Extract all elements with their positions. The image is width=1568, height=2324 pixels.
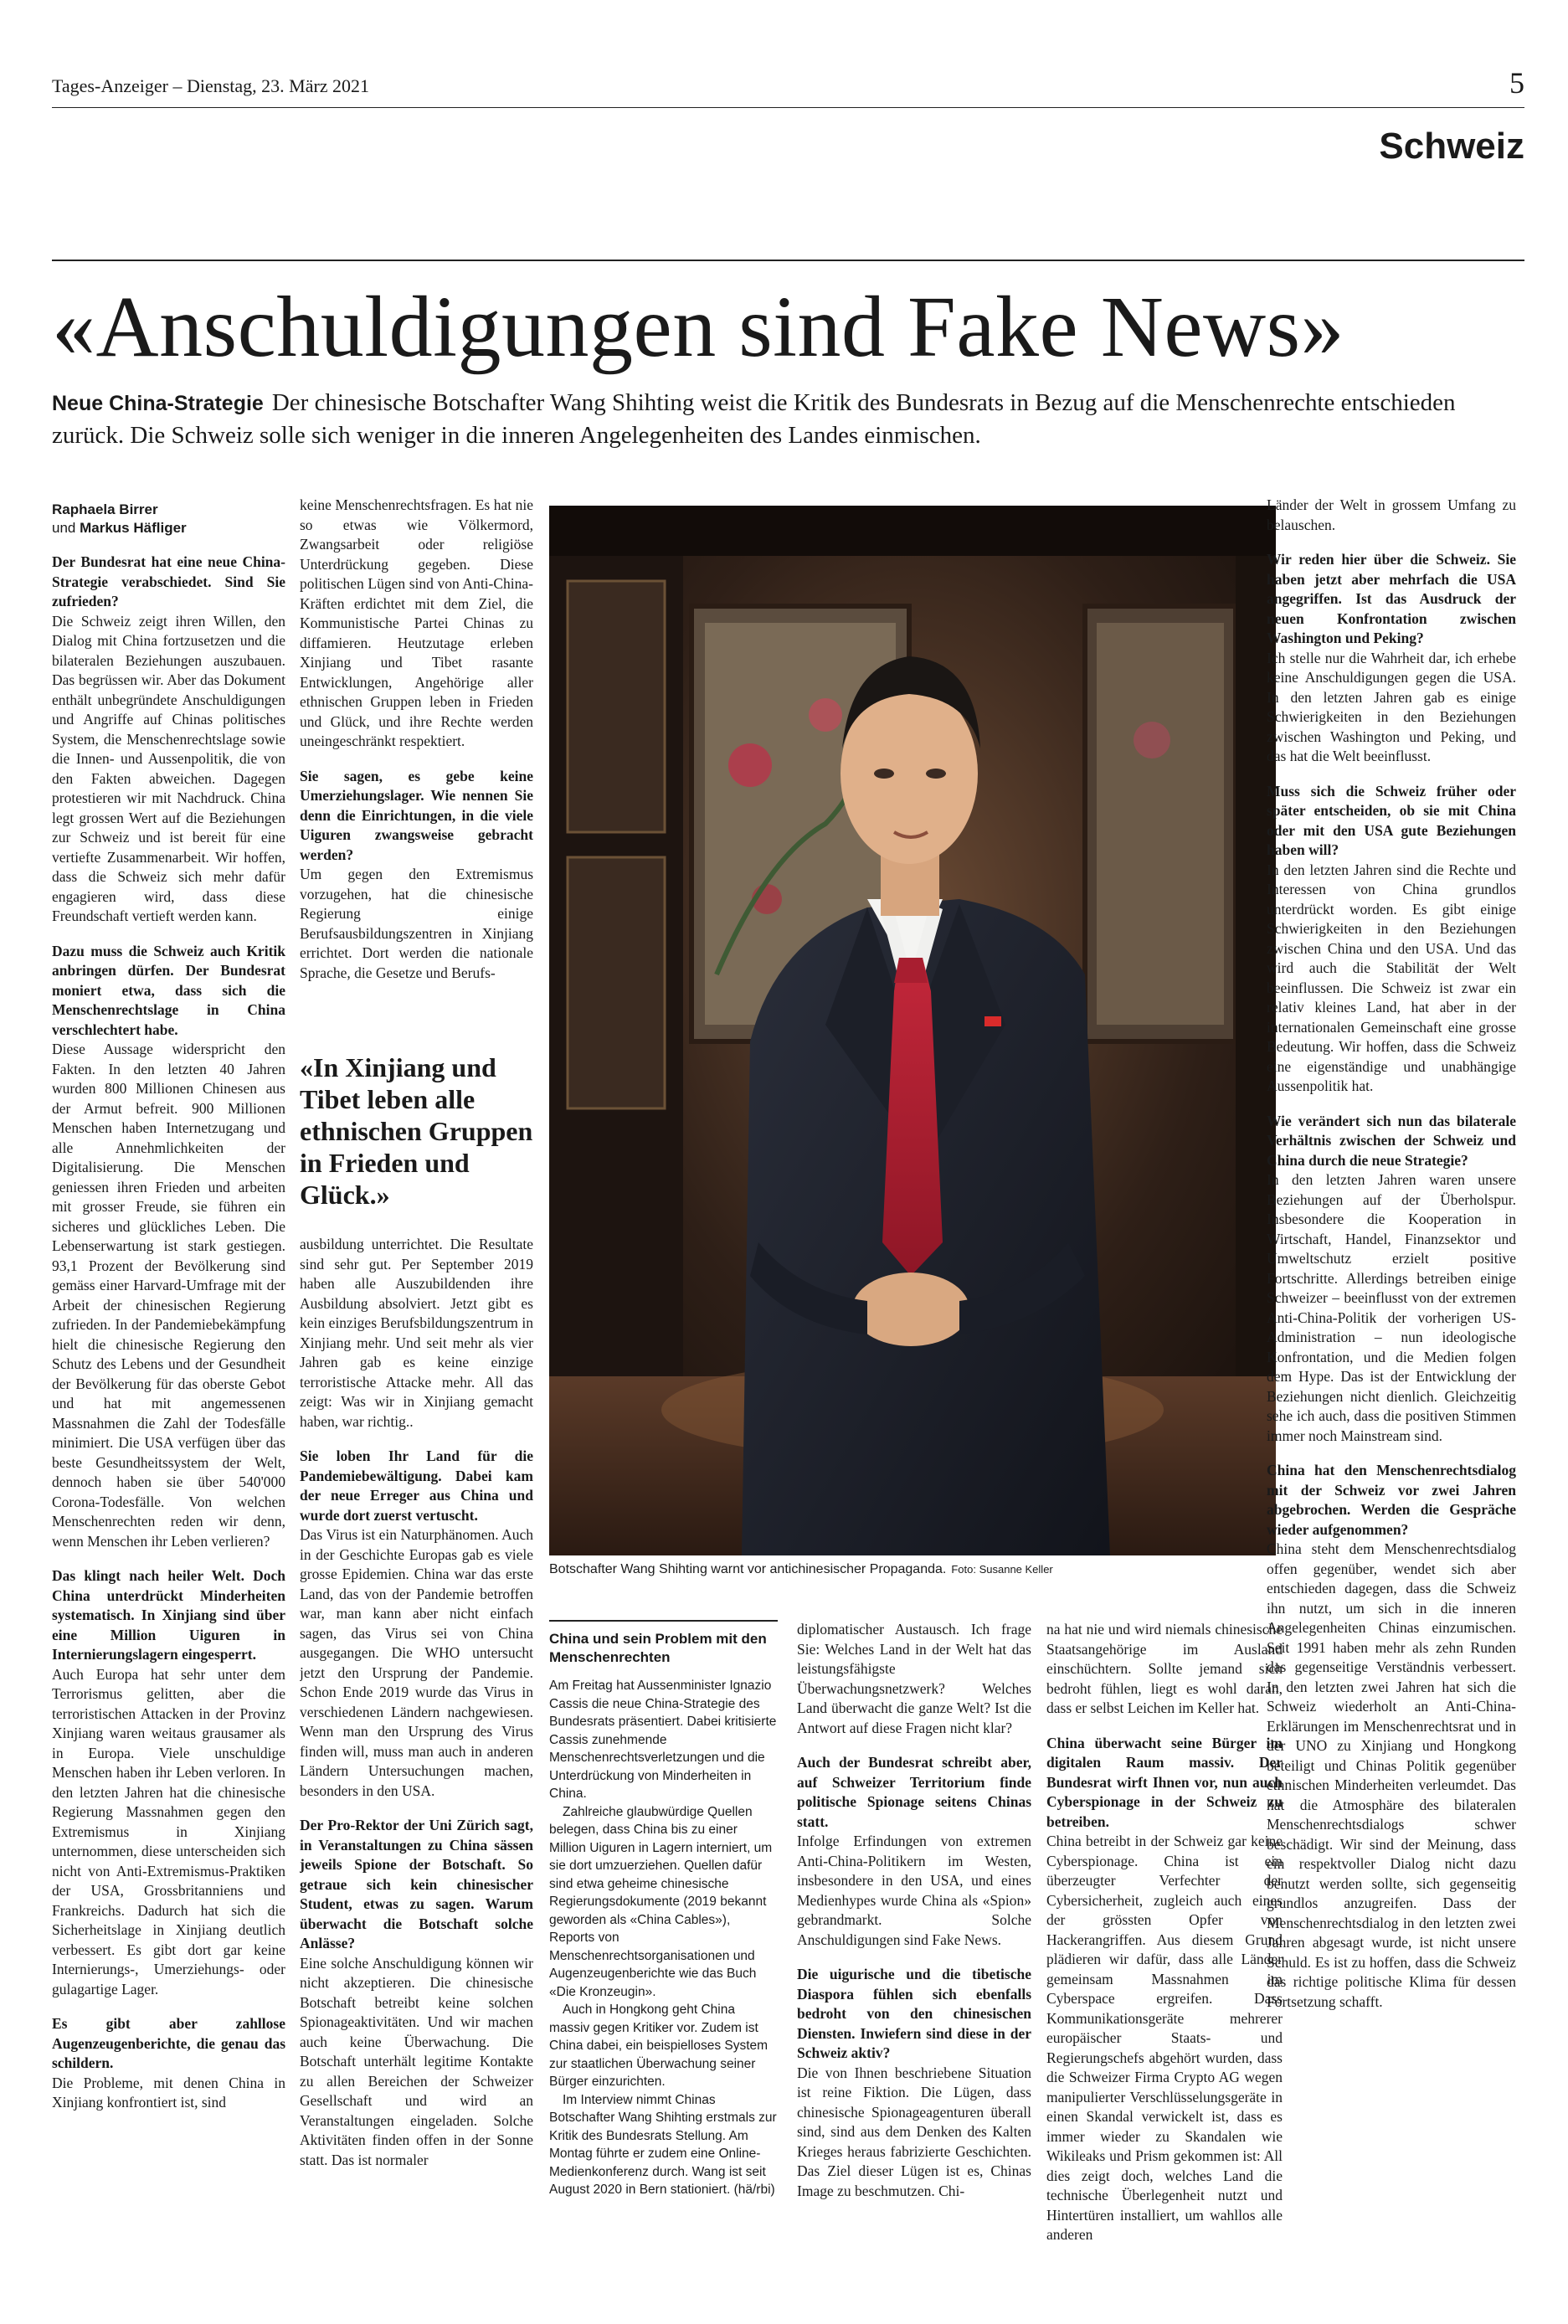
interview-question: Sie sagen, es gebe keine Umerziehungslager. Wie nennen Sie denn die Einrichtungen, in die viele Uiguren zwangsweise gebracht werden? <box>300 767 533 863</box>
interview-answer: na hat nie und wird niemals chinesische Staatsangehörige im Ausland einschüchtern. Sollte jemand sich bedroht fühlen, liegt es wohl daran, dass er selbst Leichen im Keller hat. <box>1046 1621 1283 1716</box>
interview-answer: Die Schweiz zeigt ihren Willen, den Dialog mit China fortzusetzen und die bilateralen Beziehungen auszubauen. Das begrüssen wir. Aber das Dokument enthält unbegründete Anschuldigungen und Angriffe auf Chinas politisches System, die Menschenrechtslage sowie die Innen- und Aussenpolitik, die von den Fakten abweichen. Dagegen protestieren wir mit Nachdruck. China legt grossen Wert auf die Beziehungen zur Schweiz und ist bereit für eine vertiefte Zusammenarbeit. Wir hoffen, dass die Schweiz sich mehr dafür engagieren wird, dass diese Freundschaft vertieft werden kann. <box>52 612 285 924</box>
interview-question: Der Pro-Rektor der Uni Zürich sagt, in Veranstaltungen zu China sässen jeweils Spione der Botschaft. So getraue sich kein chinesischer Student, etwas zu sagen. Warum überwacht die Botschaft solche Anlässe? <box>300 1817 533 1951</box>
caption-text: Botschafter Wang Shihting warnt vor antichinesischer Propaganda. <box>549 1562 947 1576</box>
column-4 <box>1267 496 1516 2304</box>
column-3 <box>797 1620 1031 2302</box>
author-1: Raphaela Birrer <box>52 501 158 517</box>
column-2-body <box>300 496 533 983</box>
pull-quote: «In Xinjiang und Tibet leben alle ethnischen Gruppen in Frieden und Glück.» <box>300 1052 533 1210</box>
interview-answer: In den letzten Jahren waren unsere Beziehungen auf der Überholspur. Insbesondere die Kooperation in Wirtschaft, Handel, Finanzsektor und Umweltschutz erzielt positive Fortschritte. Allerdings betreiben einige Schweizer – beeinflusst von der extremen Anti-China-Politik der vorherigen US-Administration – nun ideologische Konfrontation, und die Medien folgen dem Hype. Das ist der Entwicklung der Beziehungen nicht dienlich. Gleichzeitig sehe ich auch, dass die positiven Stimmen immer noch Mainstream sind. <box>1267 1171 1516 1444</box>
interview-answer: Um gegen den Extremismus vorzugehen, hat die chinesische Regierung einige Berufsausbildungszentren in Xinjiang errichtet. Dort werden die nationale Sprache, die Gesetze und Berufs- <box>300 866 533 981</box>
page-number: 5 <box>1509 66 1524 100</box>
headline-rule <box>52 260 1524 261</box>
interview-question: Auch der Bundesrat schreibt aber, auf Schweizer Territorium finde politische Spionage seitens Chinas statt. <box>797 1754 1031 1830</box>
info-box-paragraph: Auch in Hongkong geht China massiv gegen Kritiker vor. Zudem ist China dabei, ein beispielloses System zur staatlichen Überwachung seiner Bürger einzurichten. <box>549 2003 769 2089</box>
column-1-body <box>52 553 285 2113</box>
ambassador-photo <box>549 506 1276 1555</box>
info-box-paragraph: Am Freitag hat Aussenminister Ignazio Cassis die neue China-Strategie des Bundesrats präsentiert. Dabei kritisierte Cassis zunehmende Menschenrechtsverletzungen und die Unterdrückung von Minderheiten in China. <box>549 1679 777 1801</box>
top-rule <box>52 107 1524 108</box>
column-1 <box>52 501 285 2301</box>
info-box <box>549 1620 778 2302</box>
interview-answer: Eine solche Anschuldigung können wir nicht akzeptieren. Die chinesische Botschaft betreibt keine solchen Spionageaktivitäten. Und wir machen auch keine Überwachung. Die Botschaft unterhält legitime Kontakte zu allen Bereichen der Schweizer Gesellschaft und wird an Veranstaltungen eingeladen. Solche Aktivitäten finden offen in der Sonne statt. Das ist normaler <box>300 1954 533 2168</box>
column-4-body <box>1267 496 1516 2012</box>
info-box-paragraph: Zahlreiche glaubwürdige Quellen belegen, dass China bis zu einer Million Uiguren in Lagern interniert, um sie dort umzuerziehen. Quellen dafür sind etwa geheime chinesische Regierungsdokumente (2019 bekannt geworden als «China Cables»), Reports von Menschenrechtsorganisationen und Augenzeugenberichte wie das Buch «Die Kronzeugin». <box>549 1804 773 1999</box>
photo-caption <box>549 1562 1269 1577</box>
interview-question: Es gibt aber zahllose Augenzeugenberichte, die genau das schildern. <box>52 2015 285 2071</box>
interview-question: Die uigurische und die tibetische Diaspora fühlen sich ebenfalls bedroht von den chinesischen Diensten. Inwiefern sind diese in der Schweiz aktiv? <box>797 1966 1031 2061</box>
column-3b-body <box>1046 1620 1283 2245</box>
column-2 <box>300 496 533 1048</box>
interview-answer: Die Probleme, mit denen China in Xinjiang konfrontiert ist, sind <box>52 2074 285 2111</box>
standfirst-text: Der chinesische Botschafter Wang Shihting weist die Kritik des Bundesrats in Bezug auf die Menschenrechte entschieden zurück. Die Schweiz solle sich weniger in die inneren Angelegenheiten des Landes einmischen. <box>52 389 1456 449</box>
interview-question: China hat den Menschenrechtsdialog mit der Schweiz vor zwei Jahren abgebrochen. Werden die Gespräche wieder aufgenommen? <box>1267 1462 1516 1538</box>
interview-question: Muss sich die Schweiz früher oder später entscheiden, ob sie mit China oder mit den USA gute Beziehungen haben will? <box>1267 782 1516 858</box>
interview-answer: ausbildung unterrichtet. Die Resultate sind sehr gut. Per September 2019 haben alle Auszubildenden ihre Ausbildung absolviert. Jetzt gibt es kein einziges Berufsbildungszentrum in Xinjiang mehr. Und seit mehr als vier Jahren gab es keine einzige terroristische Attacke mehr. All das zeigt: Was wir in Xinjiang gemacht haben, war richtig.. <box>300 1236 533 1430</box>
interview-answer: Auch Europa hat sehr unter dem Terrorismus gelitten, aber die terroristischen Attacken in der Provinz Xinjiang waren weitaus grausamer als in Europa. Viele unschuldige Menschen haben ihr Leben verloren. In den letzten Jahren hat die chinesische Regierung Massnahmen gegen den Extremismus in Xinjiang unternommen, diese unterscheiden sich nicht von Anti-Extremismus-Praktiken der USA, Grossbritanniens und Frankreichs. Dadurch hat sich die Sicherheitslage in Xinjiang deutlich verbessert. Es gibt dort gar keine Internierungs-, Umerziehungs- oder gulagartige Lager. <box>52 1665 285 1998</box>
interview-question: Das klingt nach heiler Welt. Doch China unterdrückt Minderheiten systematisch. In Xinjiang sind über eine Million Uiguren in Internierungslagern eingesperrt. <box>52 1567 285 1663</box>
interview-answer: In den letzten Jahren sind die Rechte und Interessen von China grundlos unterdrückt worden. Es gibt einige Schwierigkeiten in den Beziehungen zwischen China und den USA. Und das wird auch die Stabilität der Welt beeinflussen. Die Schweiz ist zwar ein relativ kleines Land, hat aber in der internationalen Gemeinschaft eine grosse Bedeutung. Wir hoffen, dass die Schweiz eine eigenständige und unabhängige Aussenpolitik hat. <box>1267 861 1516 1094</box>
interview-question: Wie verändert sich nun das bilaterale Verhältnis zwischen der Schweiz und China durch die neue Strategie? <box>1267 1112 1516 1169</box>
interview-question: Wir reden hier über die Schweiz. Sie haben jetzt aber mehrfach die USA angegriffen. Ist das Ausdruck der neuen Konfrontation zwischen Washington und Peking? <box>1267 551 1516 646</box>
interview-question: Dazu muss die Schweiz auch Kritik anbringen dürfen. Der Bundesrat moniert etwa, dass sich die Menschenrechtslage in China verschlechtert habe. <box>52 942 285 1038</box>
interview-answer: Ich stelle nur die Wahrheit dar, ich erhebe keine Anschuldigungen gegen die USA. In den letzten Jahren gab es einige Schwierigkeiten in den Beziehungen zwischen Washington und Peking, und das hat die Welt beeinflusst. <box>1267 649 1516 764</box>
interview-question: China überwacht seine Bürger im digitalen Raum massiv. Der Bundesrat wirft Ihnen vor, nun auch Cyberspionage in der Schweiz zu betreiben. <box>1046 1734 1283 1830</box>
kicker: Neue China-Strategie <box>52 392 264 415</box>
column-2b-body <box>300 1235 533 2170</box>
interview-answer: Diese Aussage widerspricht den Fakten. In den letzten 40 Jahren wurden 800 Millionen Chinesen aus der Armut befreit. 900 Millionen Menschen haben Internetzugang und alle Annehmlichkeiten der Digitalisierung. Die Menschen geniessen ihren Frieden und arbeiten mit grosser Freude, sie führen ein sicheres und glückliches Leben. Die Lebenserwartung ist stark gestiegen. 93,1 Prozent der Bevölkerung sind gemäss einer Harvard-Umfrage mit der Arbeit der chinesischen Regierung zufrieden. In der Pandemiebekämpfung hielt die chinesische Regierung den Schutz des Lebens und der Gesundheit der Bevölkerung für das oberste Gebot und hat mit angemessenen Massnahmen die Zahl der Todesfälle minimiert. Die USA verfügen über das beste Gesundheitssystem der Welt, dennoch haben sie über 540'000 Corona-Todesfälle. Von welchen Menschenrechten reden wir denn, wenn Menschen ihr Leben verlieren? <box>52 1041 285 1550</box>
interview-answer: China betreibt in der Schweiz gar keine Cyberspionage. China ist ein überzeugter Verfechter der Cybersicherheit, zugleich auch eines der grössten Opfer von Hackerangriffen. Aus diesem Grund plädieren wir dafür, dass alle Länder gemeinsam Massnahmen im Cyberspace ergreifen. Dass Kommunikationsgeräte mehrerer europäischer Staats- und Regierungschefs abgehört wurden, dass die Schweizer Firma Crypto AG wegen manipulierter Verschlüsselungsgeräte in einen Skandal verwickelt ist, dass es immer wieder zu Skandalen wie Wikileaks und Prism gekommen ist: All dies zeigt doch, welches Land die technische Überlegenheit nutzt und Hintertüren installiert, um wahllos alle anderen <box>1046 1833 1283 2243</box>
standfirst <box>52 387 1518 451</box>
interview-answer: Die von Ihnen beschriebene Situation ist reine Fiktion. Die Lügen, dass chinesische Spionageagenturen überall sind, sind aus dem Denken des Kalten Krieges heraus fabrizierte Geschichten. Das Ziel dieser Lügen ist es, Chinas Image zu beschmutzen. Chi- <box>797 2064 1031 2199</box>
author-2: Markus Häfliger <box>80 520 187 536</box>
info-box-title: China und sein Problem mit den Menschenrechten <box>549 1631 767 1665</box>
photo-credit: Foto: Susanne Keller <box>951 1563 1053 1576</box>
interview-answer: keine Menschenrechtsfragen. Es hat nie so etwas wie Völkermord, Zwangsarbeit oder religiöse Unterdrückung gegeben. Diese politischen Lügen sind von Anti-China-Kräften erdichtet mit dem Ziel, die Kommunistische Partei Chinas zu diffamieren. Heutzutage erleben Xinjiang und Tibet rasante Entwicklungen, Angehörige aller ethnischen Gruppen leben in Frieden und Glück, und ihre Rechte werden uneingeschränkt respektiert. <box>300 496 533 749</box>
column-3b <box>1046 1620 1283 2302</box>
info-box-paragraph: Im Interview nimmt Chinas Botschafter Wang Shihting erstmals zur Kritik des Bundesrats Stellung. Am Montag führte er zudem eine Online-Medienkonferenz durch. Wang ist seit August 2020 in Bern stationiert. (hä/rbi) <box>549 2092 777 2197</box>
column-2-continued <box>300 1235 533 2302</box>
interview-answer: Das Virus ist ein Naturphänomen. Auch in der Geschichte Europas gab es viele grosse Epidemien. China war das erste Land, das von der Pandemie betroffen war, man kann aber nicht einfach sagen, das Virus sei von China ausgegangen. Die WHO untersucht jetzt den Ursprung der Pandemie. Schon Ende 2019 wurde das Virus in verschiedenen Ländern nachgewiesen. Wenn man den Ursprung des Virus finden will, muss man auch in anderen Ländern Untersuchungen machen, besonders in den USA. <box>300 1526 533 1799</box>
author-joiner: und <box>52 520 76 536</box>
interview-answer: Länder der Welt in grossem Umfang zu belauschen. <box>1267 496 1516 533</box>
byline <box>52 501 285 537</box>
interview-answer: diplomatischer Austausch. Ich frage Sie: Welches Land in der Welt hat das leistungsfähigste Überwachungsnetzwerk? Welches Land überwacht die ganze Welt? Ist die Antwort auf diese Fragen nicht klar? <box>797 1621 1031 1736</box>
interview-answer: China steht dem Menschenrechtsdialog offen gegenüber, wendet sich aber entschieden dagegen, dass die Schweiz ihn nutzt, um sich in die inneren Angelegenheiten Chinas einzumischen. Seit 1991 haben mehr als zehn Runden das gegenseitige Verständnis verbessert. In den letzten zwei Jahren hat sich die Schweiz wiederholt an Anti-China-Erklärungen im Menschenrechtsrat und in der UNO zu Xinjiang und Hongkong beteiligt und Chinas Politik gegenüber ethnischen Minderheiten verleumdet. Das hat die Atmosphäre des bilateralen Menschenrechtsdialogs schwer beschädigt. Wir sind der Meinung, dass ein respektvoller Dialog nicht dazu benutzt werden sollte, sich gegenseitig grundlos anzugreifen. Dass der Menschenrechtsdialog in den letzten zwei Jahren abgesagt wurde, ist nicht unsere Schuld. Es ist zu hoffen, dass die Schweiz das richtige politische Klima für dessen Fortsetzung schafft. <box>1267 1540 1516 2010</box>
headline: «Anschuldigungen sind Fake News» <box>52 279 1345 375</box>
interview-answer: Infolge Erfindungen von extremen Anti-China-Politikern im Westen, insbesondere in den USA, und eines Medienhypes wurde China als «Spion» gebrandmarkt. Solche Anschuldigungen sind Fake News. <box>797 1833 1031 1948</box>
info-box-rule <box>549 1620 778 1622</box>
interview-question: Sie loben Ihr Land für die Pandemiebewältigung. Dabei kam der neue Erreger aus China und wurde dort zuerst vertuscht. <box>300 1447 533 1524</box>
interview-question: Der Bundesrat hat eine neue China-Strategie verabschiedet. Sind Sie zufrieden? <box>52 553 285 609</box>
column-3a-body <box>797 1620 1031 2201</box>
section-title: Schweiz <box>1379 126 1524 167</box>
masthead-date: Tages-Anzeiger – Dienstag, 23. März 2021 <box>52 75 370 96</box>
